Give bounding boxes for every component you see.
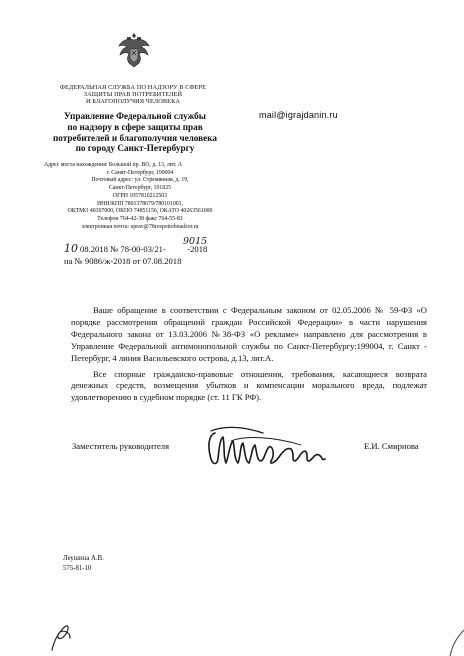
department-name: [52, 111, 218, 154]
requisites-block: [40, 162, 240, 231]
corner-scan-mark: [368, 560, 464, 656]
outgoing-number-text: 08.2018 № 78-00-03/21- -2018: [80, 244, 208, 254]
corner-handwritten-mark: [40, 600, 76, 656]
requisite-line: Почтовый адрес: ул. Стремянная, д. 19,: [91, 177, 189, 184]
reply-to-number: на № 9086/ж-2018 от 07.08.2018: [64, 256, 182, 266]
requisite-line: электронная почта: uprav@78rospotrebnadzor.ru: [81, 223, 199, 230]
signer-name: Е.И. Смирнова: [364, 441, 419, 451]
requisite-line: Телефон 764-42-38 факс 764-55-83: [97, 215, 183, 222]
agency-name: [48, 84, 218, 106]
body-paragraph: Ваше обращение в соответствии с Федеральным законом от 02.05.2006 № 59-ФЗ «О порядке рассмотрения обращений граждан Российской Федерации» в части нарушения Федерального закона от 13.03.2006 №38-ФЗ «О рекламе» направлено для рассмотрения в Управление Федеральной антимонопольной службы по Санкт-Петербургу:199004, г. Санкт - Петербург, 4 линия Васильевского острова, д.13, лит.А.: [71, 305, 427, 363]
signer-title: Заместитель руководителя: [72, 441, 170, 451]
department-line: по надзору в сфере защиты прав: [67, 121, 203, 132]
agency-line: ЗАЩИТЫ ПРАВ ПОТРЕБИТЕЛЕЙ: [83, 91, 183, 99]
requisite-line: ОКТМО 40307000, ОКПО 74851156, ОКАТО 40263561000: [67, 208, 213, 215]
coat-of-arms-emblem: [116, 30, 152, 70]
requisite-line: ИНН/КПП 7801378679/780101001,: [97, 200, 183, 207]
executor-phone: 575-81-10: [63, 565, 92, 572]
requisite-line: г. Санкт-Петербург, 199004: [106, 169, 174, 176]
agency-line: И БЛАГОПОЛУЧИЯ ЧЕЛОВЕКА: [85, 98, 181, 106]
executor-name: Леушина А.В.: [63, 555, 104, 562]
recipient-email: mail@igrajdanin.ru: [259, 110, 338, 120]
handwritten-signature: [205, 425, 335, 473]
requisite-line: Санкт-Петербург, 191025: [108, 185, 172, 192]
department-line: Управление Федеральной службы: [64, 111, 206, 121]
executor-info: [63, 554, 104, 574]
department-line: потребителей и благополучия человека: [53, 132, 217, 143]
handwritten-number: 9015: [183, 236, 208, 247]
handwritten-day: 10: [64, 242, 78, 255]
body-paragraph: Все спорные гражданско-правовые отношения, требования, касающиеся возврата денежных средств, возмещения убытков и компенсации морального вреда, подлежат удовлетворению в судебном порядке (ст. 11 ГК РФ).: [71, 368, 427, 403]
requisite-line: Адрес места нахождения: Большой пр. ВО, д. 13, лит. А: [44, 162, 183, 168]
agency-line: ФЕДЕРАЛЬНАЯ СЛУЖБА ПО НАДЗОРУ В СФЕРЕ: [59, 84, 207, 91]
department-line: по городу Санкт-Петербургу: [75, 143, 195, 154]
letter-body: [71, 305, 427, 404]
requisite-line: ОГРН 1057810212503: [112, 192, 168, 199]
